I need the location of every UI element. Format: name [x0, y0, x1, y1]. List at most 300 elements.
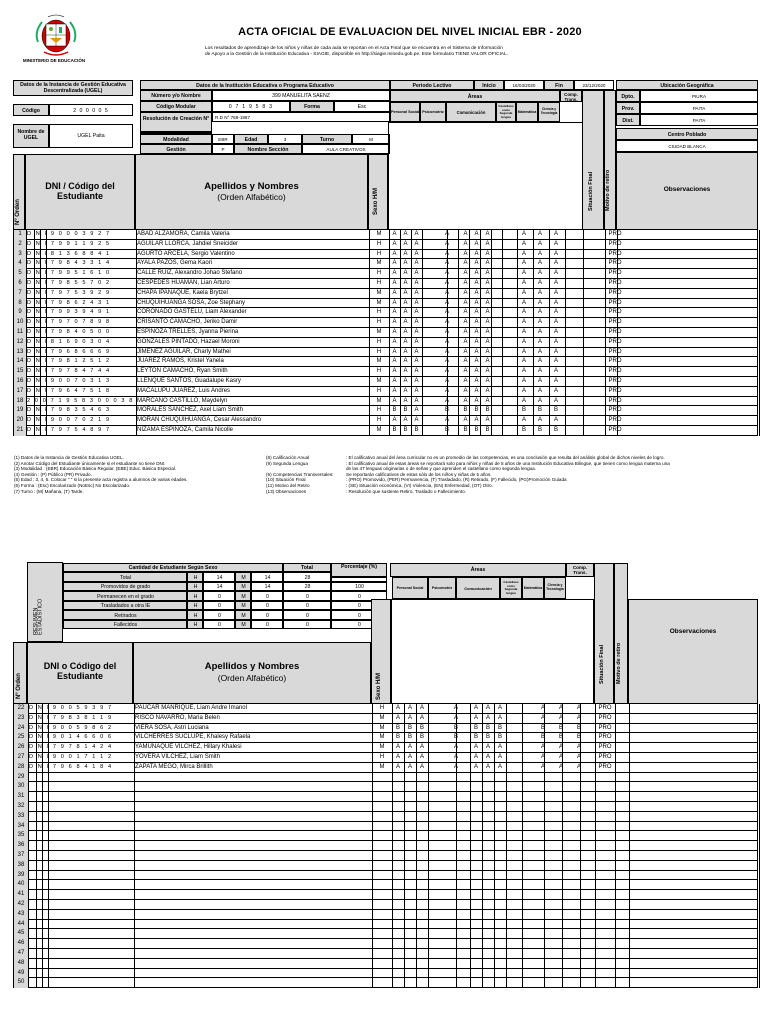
- document-title: ACTA OFICIAL DE EVALUACION DEL NIVEL INICIAL EBR - 2020: [238, 26, 582, 38]
- empty-row: [13, 831, 758, 841]
- grade-cell: A: [392, 329, 397, 335]
- grade-cell: A: [474, 358, 479, 365]
- empty-row: [13, 782, 758, 792]
- grade-cell: A: [540, 744, 545, 751]
- summary-m-value: 14: [251, 572, 283, 582]
- summary-h-label: H: [187, 572, 203, 582]
- student-dni: D N I 7 9 9 5 1 6 1 0: [27, 270, 111, 277]
- grade-cell: A: [485, 763, 490, 770]
- grade-cell: A: [463, 299, 468, 306]
- order-number: 17: [14, 387, 26, 397]
- summary-m-value: 0: [251, 601, 283, 611]
- grade-cell: A: [485, 368, 490, 375]
- grade-cell: A: [392, 397, 397, 404]
- summary-h-label: H: [187, 610, 203, 620]
- summary-h-label: H: [187, 620, 203, 630]
- student-sex: M: [379, 724, 385, 731]
- grade-cell: A: [414, 329, 419, 335]
- gestion-field: P: [212, 144, 234, 154]
- empty-row: [13, 822, 758, 832]
- grade-cell: B: [576, 734, 581, 741]
- grade-cell: A: [553, 280, 558, 286]
- grade-cell: B: [485, 724, 490, 731]
- grade-cell: B: [485, 734, 490, 741]
- grade-cell: A: [463, 289, 468, 296]
- final-status: PRO: [608, 240, 622, 247]
- grade-cell: A: [414, 309, 419, 316]
- grade-cell: A: [392, 270, 397, 277]
- empty-row: [13, 978, 758, 988]
- empty-row: [13, 969, 758, 979]
- grade-cell: A: [553, 348, 558, 355]
- grade-cell: A: [395, 754, 400, 760]
- grade-cell: A: [414, 407, 419, 414]
- grade-cell: A: [453, 763, 458, 770]
- grade-cell: B: [553, 427, 558, 433]
- grade-cell: A: [395, 763, 400, 770]
- grade-cell: A: [540, 714, 545, 721]
- grade-cell: A: [521, 417, 526, 424]
- grade-cell: A: [537, 250, 542, 257]
- table-row: [13, 714, 758, 724]
- grade-cell: B: [558, 724, 563, 731]
- grade-cell: A: [463, 250, 468, 257]
- grade-cell: [508, 348, 516, 358]
- student-sex: M: [376, 231, 382, 237]
- summary-m-label: M: [235, 601, 251, 611]
- grade-cell: A: [485, 714, 490, 721]
- grade-cell: A: [485, 338, 490, 345]
- order-number: 27: [14, 753, 28, 763]
- grade-cell: A: [414, 280, 419, 286]
- grade-cell: A: [403, 378, 408, 384]
- grade-cell: A: [463, 260, 468, 267]
- grade-cell: A: [558, 754, 563, 760]
- grade-cell: [508, 240, 516, 250]
- forma-label-box: Forma: [290, 101, 334, 112]
- grade-cell: A: [414, 270, 419, 277]
- final-status: PRO: [608, 348, 622, 355]
- empty-row: [13, 773, 758, 783]
- order-number: 5: [14, 269, 26, 279]
- grade-cell: A: [392, 289, 397, 296]
- grade-cell: [508, 269, 516, 279]
- student-name: CESPEDES HUAMAN, Lian Arturo: [137, 280, 230, 286]
- grade-cell: A: [392, 280, 397, 286]
- student-name: MARCANO CASTILLO, Maydelyn: [137, 397, 228, 404]
- table-row: [13, 240, 758, 250]
- summary-h-label: H: [187, 601, 203, 611]
- grade-cell: A: [553, 319, 558, 326]
- grade-cell: A: [463, 378, 468, 384]
- grade-cell: A: [403, 417, 408, 424]
- empty-row: [13, 929, 758, 939]
- grade-cell: A: [521, 387, 526, 394]
- grade-cell: A: [414, 348, 419, 355]
- grade-cell: A: [485, 329, 490, 335]
- grade-cell: A: [537, 231, 542, 237]
- grade-cell: A: [537, 289, 542, 296]
- final-status: PRO: [608, 329, 622, 335]
- institution-section-header: Datos de la Institución Educativa o Programa Educativo: [140, 80, 390, 90]
- grade-cell: A: [419, 744, 424, 751]
- grade-cell: A: [540, 705, 545, 711]
- grade-cell: A: [414, 319, 419, 326]
- summary-side-label: RESUMEN ESTADÍSTICO: [27, 562, 63, 642]
- order-number: 35: [14, 831, 28, 841]
- grade-cell: A: [463, 319, 468, 326]
- summary-percent-value: 100: [331, 582, 387, 592]
- grade-cell: A: [444, 260, 449, 267]
- grade-cell: A: [474, 231, 479, 237]
- table-row: [13, 377, 758, 387]
- edad-field: 3: [268, 134, 302, 144]
- footnote-line: (13) Observaciones: [266, 488, 307, 494]
- turno-field: M: [352, 134, 390, 144]
- final-status: PRO: [608, 407, 622, 414]
- modular-field: 0 7 1 9 5 8 3: [212, 101, 290, 112]
- grade-cell: A: [497, 754, 502, 760]
- grade-cell: B: [521, 407, 526, 414]
- order-number: 46: [14, 939, 28, 949]
- grade-cell: A: [407, 714, 412, 721]
- empty-row: [13, 880, 758, 890]
- student-sex: H: [376, 240, 382, 247]
- grade-cell: A: [558, 705, 563, 711]
- grade-cell: A: [553, 270, 558, 277]
- grade-cell: A: [485, 280, 490, 286]
- grade-cell: [508, 357, 516, 367]
- grade-cell: A: [392, 260, 397, 267]
- grade-cell: A: [576, 705, 581, 711]
- grade-cell: [508, 416, 516, 426]
- grade-cell: A: [463, 358, 468, 365]
- grade-cell: A: [453, 744, 458, 751]
- grade-cell: [508, 743, 520, 753]
- order-number: 38: [14, 861, 28, 871]
- grade-cell: A: [444, 368, 449, 375]
- grade-cell: [508, 328, 516, 338]
- grade-cell: A: [553, 358, 558, 365]
- student-sex: M: [376, 260, 382, 267]
- grade-cell: A: [553, 231, 558, 237]
- final-status: PRO: [598, 705, 612, 711]
- student-name: YAMUNAQUE VILCHEZ, Hillary Khalesi: [135, 744, 242, 751]
- table-row: [13, 406, 758, 416]
- student-sex: M: [379, 763, 385, 770]
- summary-total-value: 0: [283, 601, 331, 611]
- grade-cell: [508, 733, 520, 743]
- grade-cell: A: [392, 417, 397, 424]
- competency-header-area-2: [391, 599, 594, 704]
- grade-cell: A: [576, 754, 581, 760]
- final-status: PRO: [598, 714, 612, 721]
- footnote-line: : (PRO) Promovido, (PER) Permanencia, (T) Trasladado, (R) Retirado, (F) Fallecido, (PG)Promoción Guiada: [346, 477, 567, 483]
- fin-label-box: Fin: [544, 80, 574, 90]
- grade-cell: [508, 426, 516, 436]
- orden-header: Nº Orden: [13, 154, 25, 230]
- grade-cell: [508, 704, 520, 714]
- student-dni: D N I 7 9 8 3 8 1 1 9: [29, 714, 113, 721]
- summary-total-value: 0: [283, 591, 331, 601]
- student-name: AGURTO ARCELA, Sergio Valentino: [137, 250, 235, 257]
- student-sex: H: [376, 407, 382, 414]
- grade-cell: B: [463, 427, 468, 433]
- grade-cell: [508, 289, 516, 299]
- final-status: PRO: [608, 338, 622, 345]
- final-status: PRO: [608, 358, 622, 365]
- grade-cell: A: [419, 705, 424, 711]
- motivo-retiro-header: Motivo de retiro: [604, 90, 616, 230]
- grade-cell: A: [537, 329, 542, 335]
- order-number: 29: [14, 773, 28, 783]
- empty-row: [13, 792, 758, 802]
- empty-row: [13, 900, 758, 910]
- grade-cell: A: [392, 231, 397, 237]
- seccion-field: AULA CREATIVOS: [302, 144, 390, 154]
- student-dni: D N I 7 9 7 8 4 7 4 4: [27, 368, 111, 375]
- number-field: 399 MANUELITA SAENZ: [212, 90, 390, 101]
- grade-cell: A: [474, 378, 479, 384]
- table-row: [13, 426, 758, 436]
- order-number: 41: [14, 890, 28, 900]
- grade-cell: A: [521, 319, 526, 326]
- final-status: PRO: [608, 319, 622, 326]
- grade-cell: A: [419, 763, 424, 770]
- grade-cell: [508, 397, 516, 407]
- grade-cell: A: [392, 338, 397, 345]
- grade-cell: A: [414, 338, 419, 345]
- grade-cell: A: [485, 754, 490, 760]
- empty-row: [13, 920, 758, 930]
- student-sex: H: [376, 250, 382, 257]
- order-number: 40: [14, 880, 28, 890]
- grade-cell: A: [485, 378, 490, 384]
- grade-cell: A: [521, 338, 526, 345]
- grade-cell: A: [392, 299, 397, 306]
- order-number: 25: [14, 733, 28, 743]
- summary-m-value: 0: [251, 591, 283, 601]
- student-name: LEYTON CAMACHO, Ryan Smith: [137, 368, 228, 375]
- grade-cell: A: [474, 309, 479, 316]
- summary-h-value: 0: [203, 620, 235, 630]
- grade-cell: A: [553, 397, 558, 404]
- grade-cell: A: [485, 289, 490, 296]
- footnote-line: : Resolución que sustente Retiro, Traslado o Fallecimiento.: [346, 488, 467, 494]
- student-name: ZAPATA MEGO, Mirca Brillith: [135, 763, 213, 770]
- grade-cell: A: [444, 250, 449, 257]
- grade-cell: [508, 763, 520, 773]
- student-dni: D N I 7 9 7 5 4 8 9 7: [27, 427, 111, 433]
- grade-cell: A: [553, 260, 558, 267]
- order-number: 31: [14, 792, 28, 802]
- grade-cell: A: [473, 714, 478, 721]
- student-name: CRISANTO CAMACHO, Jeriko Damir: [137, 319, 238, 326]
- grade-cell: B: [392, 427, 397, 433]
- order-number: 48: [14, 959, 28, 969]
- grade-cell: A: [463, 348, 468, 355]
- student-dni: D N I 7 9 8 6 2 4 3 1: [27, 299, 111, 306]
- final-status: PRO: [608, 299, 622, 306]
- order-number: 14: [14, 357, 26, 367]
- grade-cell: A: [576, 763, 581, 770]
- grade-cell: A: [537, 397, 542, 404]
- footnote-line: (2) Anotar Código del Estudiante únicamente si el estudiante no tiene DNI.: [14, 460, 166, 466]
- order-number: 4: [14, 259, 26, 269]
- student-dni: D N I 7 9 7 5 3 9 2 9: [27, 289, 111, 296]
- summary-m-value: 14: [251, 582, 283, 592]
- grade-cell: A: [444, 397, 449, 404]
- student-name: RISCO NAVARRO, Maria Belen: [135, 714, 220, 721]
- grade-cell: A: [553, 378, 558, 384]
- grade-cell: A: [485, 299, 490, 306]
- grade-cell: A: [521, 280, 526, 286]
- footnote-line: (3) Modalidad : (EBR) Educación Básica Regular, (EBE) Educ. Básica Especial.: [14, 466, 177, 472]
- grade-cell: [508, 318, 516, 328]
- student-sex: H: [376, 280, 382, 286]
- resolucion-field: R.D N° 768-1987: [212, 112, 390, 122]
- peru-coat-of-arms-icon: [30, 12, 82, 58]
- grade-cell: A: [463, 329, 468, 335]
- grade-cell: A: [453, 714, 458, 721]
- student-sex: M: [376, 397, 382, 404]
- areas-header-2: Áreas: [390, 563, 566, 577]
- order-number: 37: [14, 851, 28, 861]
- empty-row: [13, 910, 758, 920]
- grade-cell: A: [414, 289, 419, 296]
- summary-total-value: 0: [283, 620, 331, 630]
- summary-h-label: H: [187, 582, 203, 592]
- order-number: 22: [14, 704, 28, 714]
- table-row: [13, 299, 758, 309]
- order-number: 1: [14, 230, 26, 240]
- footnote-line: (1) Datos de la Instancia de Gestión Educativa UGEL.: [14, 455, 124, 460]
- table-row: [13, 724, 758, 734]
- empty-row: [13, 812, 758, 822]
- student-dni: D N I 8 1 3 6 8 8 4 1: [27, 250, 111, 257]
- grade-cell: [508, 387, 516, 397]
- table-row: [13, 387, 758, 397]
- footnote-line: (6) Forma : (Esc) Escolarizado (NoEsc) No Escolarizado.: [14, 482, 131, 488]
- final-status: PRO: [608, 280, 622, 286]
- final-status: PRO: [608, 289, 622, 296]
- grade-cell: A: [463, 270, 468, 277]
- grade-cell: A: [403, 358, 408, 365]
- grade-cell: A: [414, 299, 419, 306]
- grade-cell: A: [485, 744, 490, 751]
- summary-m-value: 0: [251, 610, 283, 620]
- grade-cell: B: [444, 427, 449, 433]
- final-status: PRO: [598, 724, 612, 731]
- grade-cell: A: [521, 260, 526, 267]
- grade-cell: B: [463, 407, 468, 414]
- order-number: 47: [14, 949, 28, 959]
- grade-cell: B: [474, 427, 479, 433]
- final-status: PRO: [608, 387, 622, 394]
- order-number: 8: [14, 299, 26, 309]
- grade-cell: A: [521, 358, 526, 365]
- student-name: CHAPA IPANAQUE, Kaela Brytzel: [137, 289, 228, 296]
- student-dni: D N I 7 9 8 5 5 7 0 2: [27, 280, 111, 286]
- grade-cell: A: [485, 417, 490, 424]
- student-name: ESPINOZA TRELLES, Jyanna Pierina: [137, 329, 239, 335]
- table-row: [13, 230, 758, 240]
- grade-cell: A: [414, 250, 419, 257]
- grade-cell: B: [497, 724, 502, 731]
- table-row: [13, 763, 758, 773]
- grade-cell: A: [407, 705, 412, 711]
- student-sex: H: [376, 417, 382, 424]
- centro-poblado-header: Centro Poblado: [616, 128, 758, 140]
- student-sex: M: [379, 734, 385, 741]
- grade-cell: A: [403, 231, 408, 237]
- number-label-box: Número y/o Nombre: [140, 90, 212, 101]
- table-row: [13, 348, 758, 358]
- order-number: 21: [14, 426, 26, 436]
- final-status: PRO: [608, 397, 622, 404]
- grade-cell: A: [473, 754, 478, 760]
- grade-cell: A: [407, 754, 412, 760]
- student-sex: M: [376, 427, 382, 433]
- order-number: 42: [14, 900, 28, 910]
- student-dni: D N I 7 9 8 4 0 5 0 0: [27, 329, 111, 335]
- grade-cell: A: [414, 397, 419, 404]
- grade-cell: A: [553, 289, 558, 296]
- grade-cell: A: [485, 705, 490, 711]
- grade-cell: A: [521, 348, 526, 355]
- grade-cell: B: [576, 724, 581, 731]
- student-dni: D N I 8 1 6 9 0 3 0 4: [27, 338, 111, 345]
- grade-cell: A: [474, 299, 479, 306]
- empty-row: [13, 841, 758, 851]
- student-sex: M: [379, 744, 385, 751]
- situacion-final-header-2: Situación Final: [594, 563, 614, 704]
- order-number: 9: [14, 308, 26, 318]
- grade-cell: A: [497, 744, 502, 751]
- grade-cell: A: [576, 744, 581, 751]
- grade-cell: A: [521, 289, 526, 296]
- summary-row-label: Permanecen en el grado: [63, 591, 187, 601]
- order-number: 30: [14, 782, 28, 792]
- ministry-caption: MINISTERIO DE EDUCACIÓN: [22, 58, 86, 63]
- grade-cell: A: [485, 309, 490, 316]
- grade-cell: B: [485, 407, 490, 414]
- grade-cell: A: [521, 231, 526, 237]
- grade-cell: A: [474, 397, 479, 404]
- orden-header-2: Nº Orden: [13, 642, 27, 704]
- grade-cell: A: [474, 250, 479, 257]
- final-status: PRO: [598, 763, 612, 770]
- inicio-field: 16/03/2020: [504, 80, 544, 90]
- table-row: [13, 397, 758, 407]
- footnote-line: de las 47 lenguas originarias o de señas y que aprenden el castellano como segunda lengua.: [346, 466, 537, 472]
- grade-cell: A: [403, 309, 408, 316]
- grade-cell: A: [537, 387, 542, 394]
- empty-row: [13, 851, 758, 861]
- order-number: 16: [14, 377, 26, 387]
- table-row: [13, 279, 758, 289]
- student-name: VILCHERRES SUCLUPE, Khalesy Rafaela: [135, 734, 251, 741]
- grade-cell: A: [403, 329, 408, 335]
- student-dni: D N I 7 9 7 8 1 4 2 4: [29, 744, 113, 751]
- grade-cell: A: [444, 378, 449, 384]
- turno-label-box: Turno: [302, 134, 352, 144]
- grade-cell: A: [444, 329, 449, 335]
- grade-cell: A: [537, 280, 542, 286]
- order-number: 36: [14, 841, 28, 851]
- student-name: YOVERA VILCHEZ, Liam Smith: [135, 754, 221, 760]
- student-dni: D N I 7 9 9 3 9 4 9 1: [27, 309, 111, 316]
